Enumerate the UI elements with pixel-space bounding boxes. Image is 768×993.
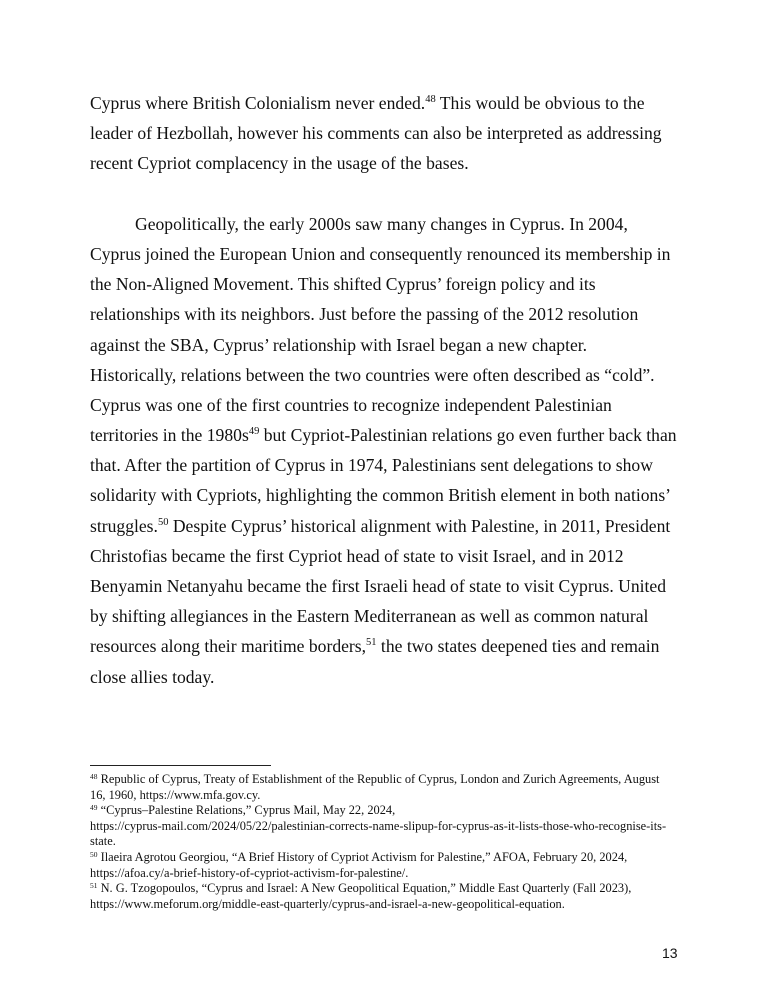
text-segment: Geopolitically, the early 2000s saw many changes in Cyprus. In 2004, [135,213,628,234]
footnote-reference: 49 [248,426,260,438]
text-segment: Benyamin Netanyahu became the first Israeli head of state to visit Cyprus. United [90,576,667,596]
text-segment: Cyprus was one of the first countries to recognize independent Palestinian [90,394,612,415]
text-line [90,541,690,571]
text-line [90,571,690,601]
page-number: 13 [662,945,678,961]
footnote-line [90,819,690,835]
text-segment: solidarity with Cypriots, highlighting the common British element in both nations’ [90,485,672,506]
footnote-number: 50 [90,849,98,859]
text-segment: struggles. [90,515,158,536]
body-text [90,88,690,692]
text-line [90,118,690,148]
text-line [90,390,690,420]
text-line [90,420,690,450]
text-segment: Christofias became the first Cypriot head of state to visit Israel, and in 2012 [90,545,624,566]
text-segment: Despite Cyprus’ historical alignment with Palestine, in 2011, President [168,515,671,536]
footnote-line [90,803,690,819]
text-segment: but Cypriot-Palestinian relations go even further back than [259,425,677,446]
text-line [90,360,690,390]
footnote-reference: 50 [157,516,169,528]
footnotes [90,772,690,912]
paragraph-gap [90,179,690,209]
footnote-separator [90,765,271,766]
text-segment: relationships with its neighbors. Just before the passing of the 2012 resolution [90,304,639,325]
text-segment: close allies today. [90,666,215,687]
footnote-text: 16, 1960, https://www.mfa.gov.cy. [90,787,261,802]
text-segment: against the SBA, Cyprus’ relationship with Israel began a new chapter. [90,334,588,355]
text-segment: that. After the partition of Cyprus in 1974, Palestinians sent delegations to show [90,455,653,476]
text-line [90,269,690,299]
text-segment: Historically, relations between the two countries were often described as “cold”. [90,364,655,385]
text-line [90,601,690,631]
footnote-text: state. [90,834,116,849]
footnote-text: Ilaeira Agrotou Georgiou, “A Brief History of Cypriot Activism for Palestine,” AFOA, February 20, 2024, [100,849,628,864]
text-segment: by shifting allegiances in the Eastern Mediterranean as well as common natural [90,606,649,627]
text-line [90,511,690,541]
text-segment: Cyprus where British Colonialism never ended. [90,93,426,113]
text-line [90,330,690,360]
footnote-number: 49 [90,803,98,813]
text-line [90,88,690,118]
text-line [90,631,690,661]
text-line [90,480,690,510]
footnote-line [90,881,690,897]
footnote-reference: 51 [366,637,377,649]
footnote-line [90,850,690,866]
text-line [90,662,690,692]
footnote-number: 48 [90,772,98,781]
footnote-text: “Cyprus–Palestine Relations,” Cyprus Mail, May 22, 2024, [100,803,396,818]
text-segment: Cyprus joined the European Union and consequently renounced its membership in [90,243,671,264]
text-line [90,450,690,480]
text-segment: resources along their maritime borders, [90,636,367,657]
footnote-line [90,866,690,882]
footnote-text: https://cyprus-mail.com/2024/05/22/palestinian-corrects-name-slipup-for-cyprus-as-it-lists-those-who-recognise-its- [90,818,667,833]
text-segment: the two states deepened ties and remain [376,636,660,657]
footnote-line [90,788,690,804]
footnote-reference: 48 [425,94,436,105]
text-line [90,148,690,178]
text-segment: recent Cypriot complacency in the usage of the bases. [90,153,469,174]
text-line [90,239,690,269]
text-line [90,209,690,239]
footnote-text: N. G. Tzogopoulos, “Cyprus and Israel: A New Geopolitical Equation,” Middle East Quarterly (Fall 2023), [100,881,632,896]
footnote-number: 51 [90,881,98,891]
footnote-text: https://afoa.cy/a-brief-history-of-cypriot-activism-for-palestine/. [90,865,409,880]
footnote-line [90,834,690,850]
text-segment: leader of Hezbollah, however his comments can also be interpreted as addressing [90,123,662,144]
text-line [90,299,690,329]
footnote-line [90,772,690,788]
footnote-text: Republic of Cyprus, Treaty of Establishment of the Republic of Cyprus, London and Zurich Agreements, August [100,772,660,786]
text-segment: territories in the 1980s [90,425,249,446]
text-segment: This would be obvious to the [435,93,645,113]
text-segment: the Non-Aligned Movement. This shifted Cyprus’ foreign policy and its [90,274,596,295]
footnote-text: https://www.meforum.org/middle-east-quarterly/cyprus-and-israel-a-new-geopolitical-equation. [90,896,565,911]
footnote-line [90,897,690,913]
